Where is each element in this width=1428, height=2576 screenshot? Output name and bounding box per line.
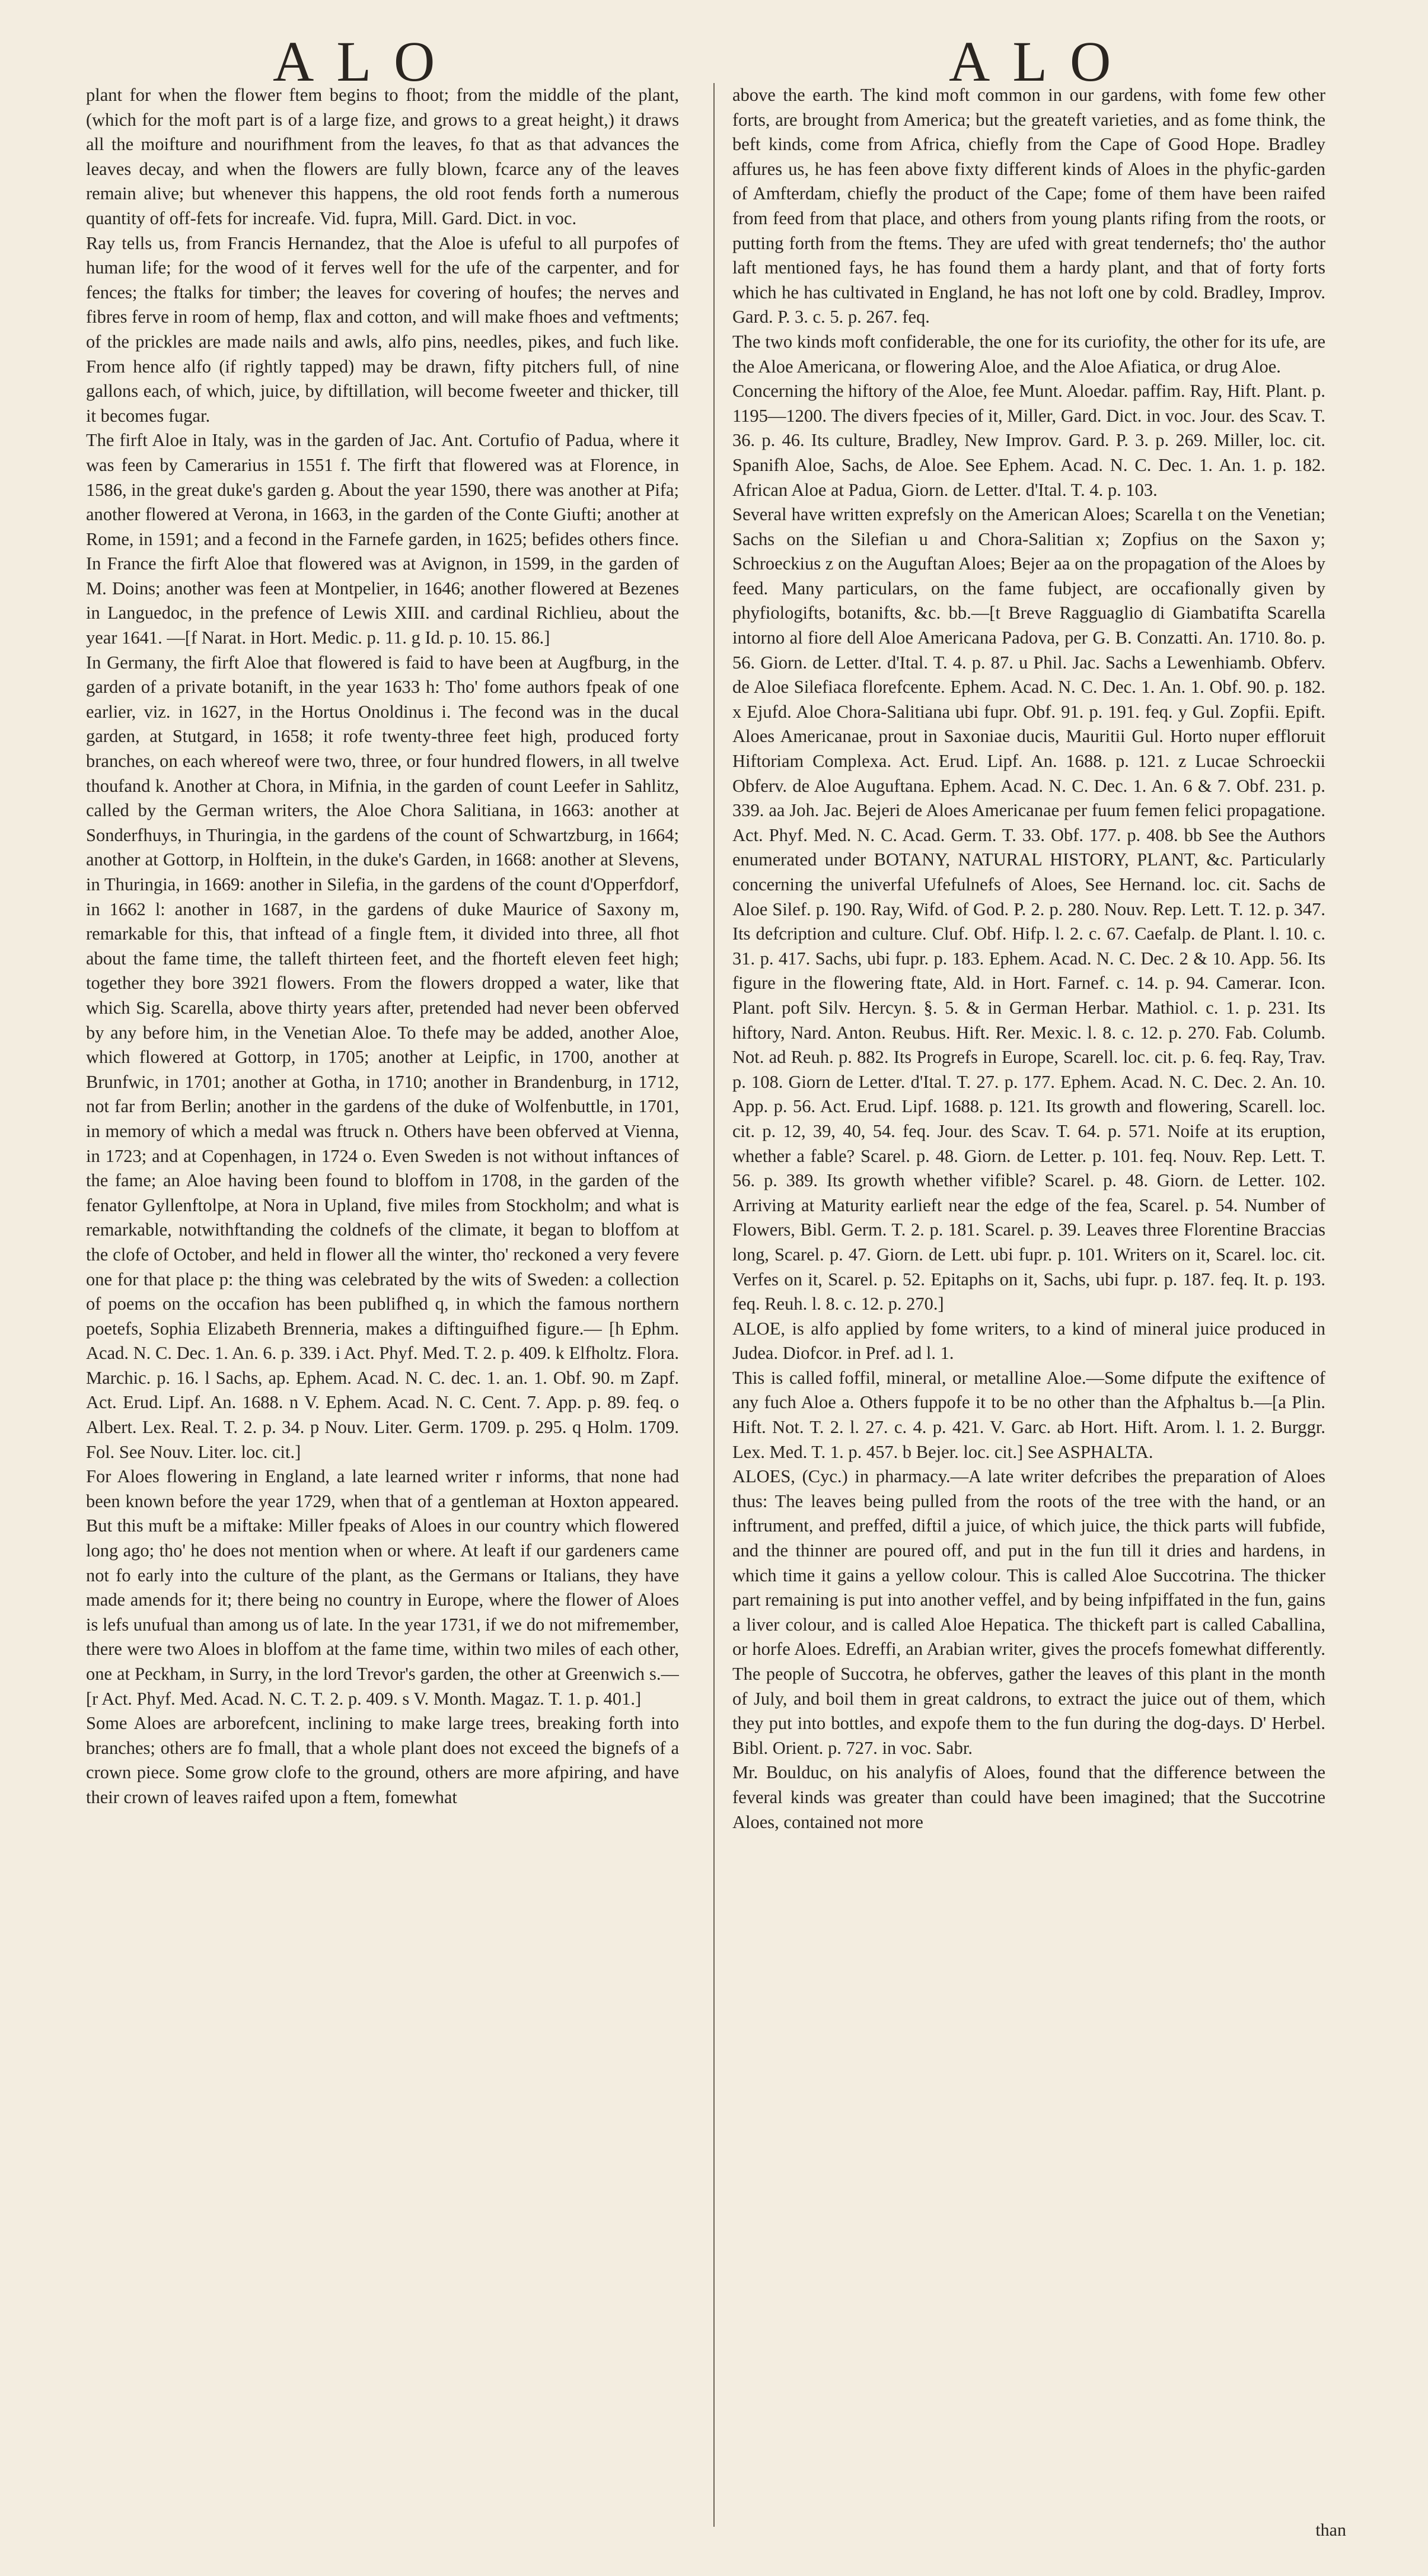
paragraph: Ray tells us, from Francis Hernandez, that the Aloe is ufeful to all purpofes of human life; for the wood of it ferves well for the ufe of the carpenter, and for fences; the ftalks for timber; the leaves for covering of houfes; the nerves and fibres ferve in room of hemp, flax and cotton, and will make fhoes and veftments; of the prickles are made nails and awls, alfo pins, needles, pikes, and fuch like. From hence alfo (if rightly tapped) may be drawn, fifty pitchers full, of nine gallons each, of which, juice, by diftillation, will become fweeter and thicker, till it becomes fugar.: [86, 233, 679, 426]
running-head-left: ALO: [273, 30, 458, 93]
paragraph: plant for when the flower ftem begins to fhoot; from the middle of the plant, (which for the moft part is of a large fize, and grows to a great height,) it draws all the moifture and nourifhment from the leaves, fo that as that advances the leaves decay, and when the flowers are fully blown, fcarce any of the leaves remain alive; but whenever this happens, the old root fends forth a numerous quantity of off-fets for increafe. Vid. fupra, Mill. Gard. Dict. in voc.: [86, 85, 679, 228]
catchword: than: [1315, 2520, 1346, 2540]
right-column: [732, 83, 1325, 2521]
paragraph: above the earth. The kind moft common in our gardens, with fome few other forts, are brought from America; but the greateft varieties, and as fome think, the beft kinds, come from Africa, chiefly from the Cape of Good Hope. Bradley affures us, he has feen above fixty different kinds of Aloes in the phyfic-garden of Amfterdam, chiefly the product of the Cape; fome of them have been raifed from feed from that place, and others from young plants rifing from the roots, or putting forth from the ftems. They are ufed with great tendernefs; tho' the author laft mentioned fays, he has found them a hardy plant, and that of forty forts which he has cultivated in England, he has not loft one by cold. Bradley, Improv. Gard. P. 3. c. 5. p. 267. feq.: [732, 85, 1325, 327]
paragraph: Some Aloes are arborefcent, inclining to make large trees, breaking forth into branches; others are fo fmall, that a whole plant does not exceed the bignefs of a crown piece. Some grow clofe to the ground, others are more afpiring, and have their crown of leaves raifed upon a ftem, fomewhat: [86, 1713, 679, 1807]
column-divider: [713, 83, 715, 2527]
paragraph: Several have written exprefsly on the American Aloes; Scarella t on the Venetian; Sachs on the Silefian u and Chora-Salitian x; Zopfius on the Saxon y; Schroeckius z on the Auguftan Aloes; Bejer aa on the propagation of the Aloes by feed. Many particulars, on the fame fubject, are occafionally given by phyfiologifts, botanifts, &c. bb.—[t Breve Ragguaglio di Giambatifta Scarella intorno al fiore dell Aloe Americana Padova, per G. B. Conzatti. An. 1710. 8o. p. 56. Giorn. de Letter. d'Ital. T. 4. p. 87. u Phil. Jac. Sachs a Lewenhiamb. Obferv. de Aloe Silefiaca florefcente. Ephem. Acad. N. C. Dec. 1. An. 1. Obf. 90. p. 182. x Ejufd. Aloe Chora-Salitiana ubi fupr. Obf. 91. p. 191. feq. y Gul. Zopfii. Epift. Aloes Americanae, prout in Saxoniae ducis, Mauritii Gul. Horto nuper effloruit Hiftoriam Complexa. Act. Erud. Lipf. An. 1688. p. 121. z Lucae Schroeckii Obferv. de Aloe Auguftana. Ephem. Acad. N. C. Dec. 1. An. 6 & 7. Obf. 231. p. 339. aa Joh. Jac. Bejeri de Aloes Americanae per fuum femen felici propagatione. Act. Phyf. Med. N. C. Acad. Germ. T. 33. Obf. 177. p. 408. bb See the Authors enumerated under BOTANY, NATURAL HISTORY, PLANT, &c. Particularly concerning the univerfal Ufefulnefs of Aloes, See Hernand. loc. cit. Sachs de Aloe Silef. p. 190. Ray, Wifd. of God. P. 2. p. 280. Nouv. Rep. Lett. T. 12. p. 347. Its defcription and culture. Cluf. Obf. Hifp. l. 2. c. 67. Caefalp. de Plant. l. 10. c. 31. p. 417. Sachs, ubi fupr. p. 183. Ephem. Acad. N. C. Dec. 2 & 10. App. 56. Its figure in the flowering ftate, Ald. in Hort. Farnef. c. 14. p. 94. Camerar. Icon. Plant. poft Silv. Hercyn. §. 5. & in German Herbar. Mathiol. c. 1. p. 231. Its hiftory, Nard. Anton. Reubus. Hift. Rer. Mexic. l. 8. c. 12. p. 270. Fab. Columb. Not. ad Reuh. p. 882. Its Progrefs in Europe, Scarell. loc. cit. p. 6. feq. Ray, Trav. p. 108. Giorn de Letter. d'Ital. T. 27. p. 177. Ephem. Acad. N. C. Dec. 2. An. 10. App. p. 56. Act. Erud. Lipf. 1688. p. 121. Its growth and flowering, Scarell. loc. cit. p. 12, 39, 40, 54. feq. Jour. des Scav. T. 64. p. 571. Noife at its eruption, whether a fable? Scarel. p. 48. Giorn. de Letter. p. 101. feq. Nouv. Rep. Lett. T. 56. p. 389. Its growth whether vifible? Scarel. p. 48. Giorn. de Letter. 102. Arriving at Maturity earlieft near the edge of the fea, Scarel. p. 54. Number of Flowers, Bibl. Germ. T. 2. p. 181. Scarel. p. 39. Leaves three Florentine Braccias long, Scarel. p. 47. Giorn. de Lett. ubi fupr. p. 101. Writers on it, Scarel. loc. cit. Verfes on it, Scarel. p. 52. Epitaphs on it, Sachs, ubi fupr. p. 187. feq. It. p. 193. feq. Reuh. l. 8. c. 12. p. 270.]: [732, 504, 1325, 1314]
paragraph: For Aloes flowering in England, a late learned writer r informs, that none had been known before the year 1729, when that of a gentleman at Hoxton appeared. But this muft be a miftake: Miller fpeaks of Aloes in our country which flowered long ago; tho' he does not mention when or where. At leaft if our gardeners came not fo early into the culture of the plant, as the Germans or Italians, they have made amends for it; there being no country in Europe, where the flower of Aloes is lefs unufual than among us of late. In the year 1731, if we do not mifremember, there were two Aloes in bloffom at the fame time, within two miles of each other, one at Peckham, in Surry, in the lord Trevor's garden, the other at Greenwich s.—[r Act. Phyf. Med. Acad. N. C. T. 2. p. 409. s V. Month. Magaz. T. 1. p. 401.]: [86, 1466, 679, 1709]
paragraph: ALOE, is alfo applied by fome writers, to a kind of mineral juice produced in Judea. Diofcor. in Pref. ad l. 1.: [732, 1318, 1325, 1364]
paragraph: Mr. Boulduc, on his analyfis of Aloes, found that the difference between the feveral kinds was greater than could have been imagined; that the Succotrine Aloes, contained not more: [732, 1762, 1325, 1832]
paragraph: In Germany, the firft Aloe that flowered is faid to have been at Augfburg, in the garden of a private botanift, in the year 1633 h: Tho' fome authors fpeak of one earlier, viz. in 1627, in the Hortus Onoldinus i. The fecond was in the ducal garden, at Stutgard, in 1658; it rofe twenty-three feet high, produced forty branches, on each whereof were two, three, or four hundred flowers, in all twelve thoufand k. Another at Chora, in Mifnia, in the garden of count Leefer in Sahlitz, called by the German writers, the Aloe Chora Salitiana, in 1663: another at Sonderfhuys, in Thuringia, in the gardens of the count of Schwartzburg, in 1664; another at Gottorp, in Holftein, in the duke's Garden, in 1668: another at Slevens, in Thuringia, in 1669: another in Silefia, in the gardens of the count d'Opperfdorf, in 1662 l: another in 1687, in the gardens of duke Maurice of Saxony m, remarkable for this, that inftead of a fingle ftem, it divided into three, all fhot about the fame time, the talleft thirteen feet, and the fhorteft eleven feet high; together they bore 3921 flowers. From the flowers dropped a water, like that which Sig. Scarella, above thirty years after, pretended had never been obferved by any before him, in the Venetian Aloe. To thefe may be added, another Aloe, which flowered at Gottorp, in 1705; another at Leipfic, in 1700, another at Brunfwic, in 1701; another at Gotha, in 1710; another in Brandenburg, in 1712, not far from Berlin; another in the gardens of the duke of Wolfenbuttle, in 1701, in memory of which a medal was ftruck n. Others have been obferved at Vienna, in 1723; and at Copenhagen, in 1724 o. Even Sweden is not without inftances of the fame; an Aloe having been found to bloffom in 1708, in the garden of the fenator Gyllenftolpe, at Nora in Upland, five miles from Stockholm; and what is remarkable, notwithftanding the coldnefs of the climate, it began to bloffom at the clofe of October, and held in flower all the winter, tho' reckoned a very fevere one for that place p: the thing was celebrated by the wits of Sweden: a collection of poems on the occafion has been publifhed q, in which the famous northern poetefs, Sophia Elizabeth Brenneria, makes a diftinguifhed figure.— [h Ephm. Acad. N. C. Dec. 1. An. 6. p. 339. i Act. Phyf. Med. T. 2. p. 409. k Elfholtz. Flora. Marchic. p. 16. l Sachs, ap. Ephem. Acad. N. C. dec. 1. an. 1. Obf. 90. m Zapf. Act. Erud. Lipf. An. 1688. n V. Ephem. Acad. N. C. Cent. 7. App. p. 89. feq. o Albert. Lex. Real. T. 2. p. 34. p Nouv. Liter. Germ. 1709. p. 295. q Holm. 1709. Fol. See Nouv. Liter. loc. cit.]: [86, 652, 679, 1462]
paragraph: The two kinds moft confiderable, the one for its curiofity, the other for its ufe, are the Aloe Americana, or flowering Aloe, and the Aloe Afiatica, or drug Aloe.: [732, 331, 1325, 377]
left-column: [86, 83, 679, 2521]
paragraph: This is called foffil, mineral, or metalline Aloe.—Some difpute the exiftence of any fuch Aloe a. Others fuppofe it to be no other than the Afphaltus b.—[a Plin. Hift. Not. T. 2. l. 27. c. 4. p. 421. V. Garc. ab Hort. Hift. Arom. l. 1. 2. Burggr. Lex. Med. T. 1. p. 457. b Bejer. loc. cit.] See ASPHALTA.: [732, 1367, 1325, 1462]
running-head-right: ALO: [949, 30, 1134, 93]
paragraph: The firft Aloe in Italy, was in the garden of Jac. Ant. Cortufio of Padua, where it was feen by Camerarius in 1551 f. The firft that flowered was at Florence, in 1586, in the great duke's garden g. About the year 1590, there was another at Pifa; another flowered at Verona, in 1663, in the garden of the Conte Giufti; another at Rome, in 1591; and a fecond in the Farnefe garden, in 1625; befides others fince. In France the firft Aloe that flowered was at Avignon, in 1599, in the garden of M. Doins; another was feen at Montpelier, in 1646; another flowered at Bezenes in Languedoc, in the prefence of Lewis XIII. and cardinal Richlieu, about the year 1641. —[f Narat. in Hort. Medic. p. 11. g Id. p. 10. 15. 86.]: [86, 430, 679, 648]
paragraph: Concerning the hiftory of the Aloe, fee Munt. Aloedar. paffim. Ray, Hift. Plant. p. 1195—1200. The divers fpecies of it, Miller, Gard. Dict. in voc. Jour. des Scav. T. 36. p. 46. Its culture, Bradley, New Improv. Gard. P. 3. p. 269. Miller, loc. cit. Spanifh Aloe, Sachs, de Aloe. See Ephem. Acad. N. C. Dec. 1. An. 1. p. 182. African Aloe at Padua, Giorn. de Letter. d'Ital. T. 4. p. 103.: [732, 381, 1325, 500]
paragraph: ALOES, (Cyc.) in pharmacy.—A late writer defcribes the preparation of Aloes thus: The leaves being pulled from the roots of the tree with the hand, or an inftrument, and preffed, diftil a juice, of which juice, the thick parts will fubfide, and the thinner are poured off, and put in the fun till it dries and hardens, in which time it gains a yellow colour. This is called Aloe Succotrina. The thicker part remaining is put into another veffel, and by being infpiffated in the fun, gains a liver colour, and is called Aloe Hepatica. The thickeft part is called Caballina, or horfe Aloes. Edreffi, an Arabian writer, gives the procefs fomewhat differently. The people of Succotra, he obferves, gather the leaves of this plant in the month of July, and boil them in great caldrons, to extract the juice out of them, which they put into bottles, and expofe them to the fun during the dog-days. D' Herbel. Bibl. Orient. p. 727. in voc. Sabr.: [732, 1466, 1325, 1758]
